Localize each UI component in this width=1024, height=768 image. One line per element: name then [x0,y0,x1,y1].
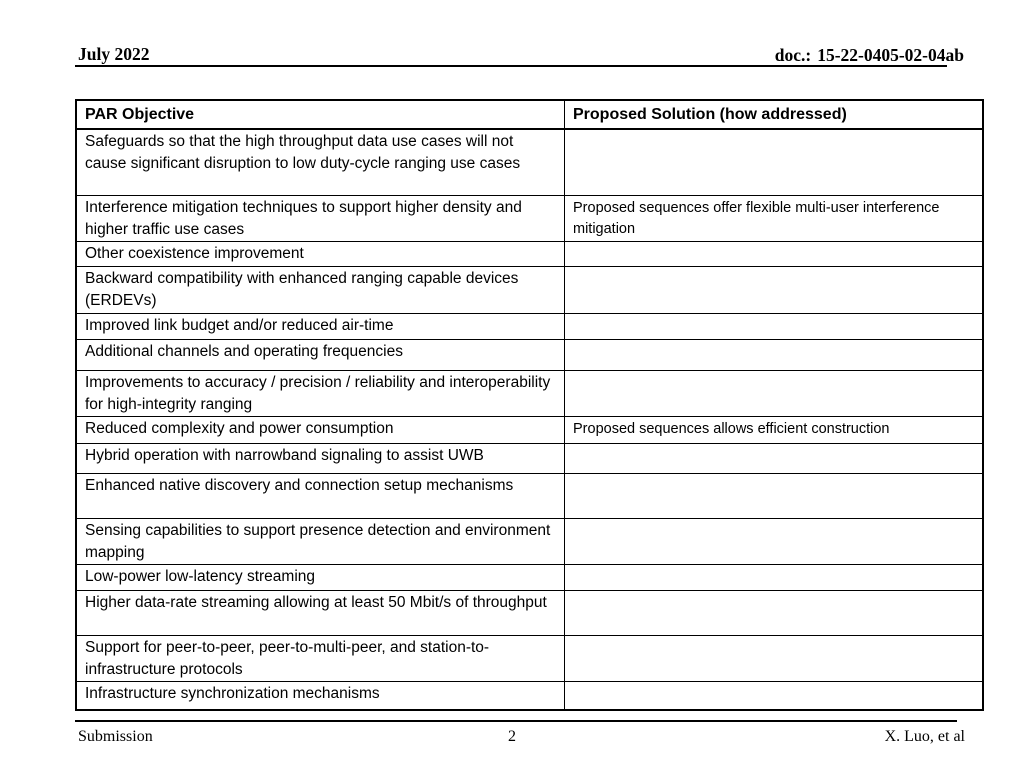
proposed-solution-cell [565,565,984,591]
par-objective-cell: Other coexistence improvement [76,242,565,267]
table-row [76,682,983,711]
par-objective-cell: Interference mitigation techniques to support higher density and higher traffic use cases [76,196,565,242]
table-row [76,417,983,444]
footer-submission-label: Submission [78,728,153,745]
proposed-solution-cell [565,129,984,196]
par-objectives-table [75,99,984,711]
header-doc-number: 15-22-0405-02-04ab [817,45,964,65]
table-row [76,129,983,196]
header-doc-label: doc.: [774,45,812,65]
par-objective-cell: Higher data-rate streaming allowing at least 50 Mbit/s of throughput [76,591,565,636]
table-row [76,591,983,636]
column-header-par-objective: PAR Objective [76,100,565,129]
table-row [76,196,983,242]
table-row [76,444,983,474]
table-row [76,340,983,371]
table-row [76,474,983,519]
table-row [76,371,983,417]
proposed-solution-cell: Proposed sequences offer flexible multi-user interference mitigation [565,196,984,242]
proposed-solution-cell: Proposed sequences allows efficient construction [565,417,984,444]
proposed-solution-cell [565,591,984,636]
par-objective-cell: Enhanced native discovery and connection setup mechanisms [76,474,565,519]
par-objective-cell: Sensing capabilities to support presence detection and environment mapping [76,519,565,565]
proposed-solution-cell [565,242,984,267]
par-objective-cell: Low-power low-latency streaming [76,565,565,591]
par-objective-cell: Support for peer-to-peer, peer-to-multi-peer, and station-to-infrastructure protocols [76,636,565,682]
table-row [76,636,983,682]
table-row [76,314,983,340]
table-row [76,242,983,267]
par-objective-cell: Hybrid operation with narrowband signaling to assist UWB [76,444,565,474]
table-row [76,519,983,565]
par-objective-cell: Reduced complexity and power consumption [76,417,565,444]
proposed-solution-cell [565,444,984,474]
par-objective-cell: Safeguards so that the high throughput data use cases will not cause significant disruption to low duty-cycle ranging use cases [76,129,565,196]
column-header-proposed-solution: Proposed Solution (how addressed) [565,100,984,129]
table-row [76,565,983,591]
table-header-row [76,100,983,129]
proposed-solution-cell [565,519,984,565]
proposed-solution-cell [565,636,984,682]
par-objective-cell: Improvements to accuracy / precision / reliability and interoperability for high-integrity ranging [76,371,565,417]
table-row [76,267,983,314]
par-objective-cell: Backward compatibility with enhanced ranging capable devices (ERDEVs) [76,267,565,314]
proposed-solution-cell [565,340,984,371]
proposed-solution-cell [565,682,984,711]
header-doc [775,45,964,66]
par-objective-cell: Additional channels and operating frequencies [76,340,565,371]
proposed-solution-cell [565,474,984,519]
par-objective-cell: Infrastructure synchronization mechanisms [76,682,565,711]
footer-rule [75,720,957,722]
proposed-solution-cell [565,371,984,417]
header-rule [75,65,947,67]
footer-page-number: 2 [508,728,516,745]
footer-authors: X. Luo, et al [884,728,965,745]
header-date: July 2022 [78,44,150,64]
table-body [76,129,983,710]
par-objective-cell: Improved link budget and/or reduced air-time [76,314,565,340]
proposed-solution-cell [565,314,984,340]
proposed-solution-cell [565,267,984,314]
